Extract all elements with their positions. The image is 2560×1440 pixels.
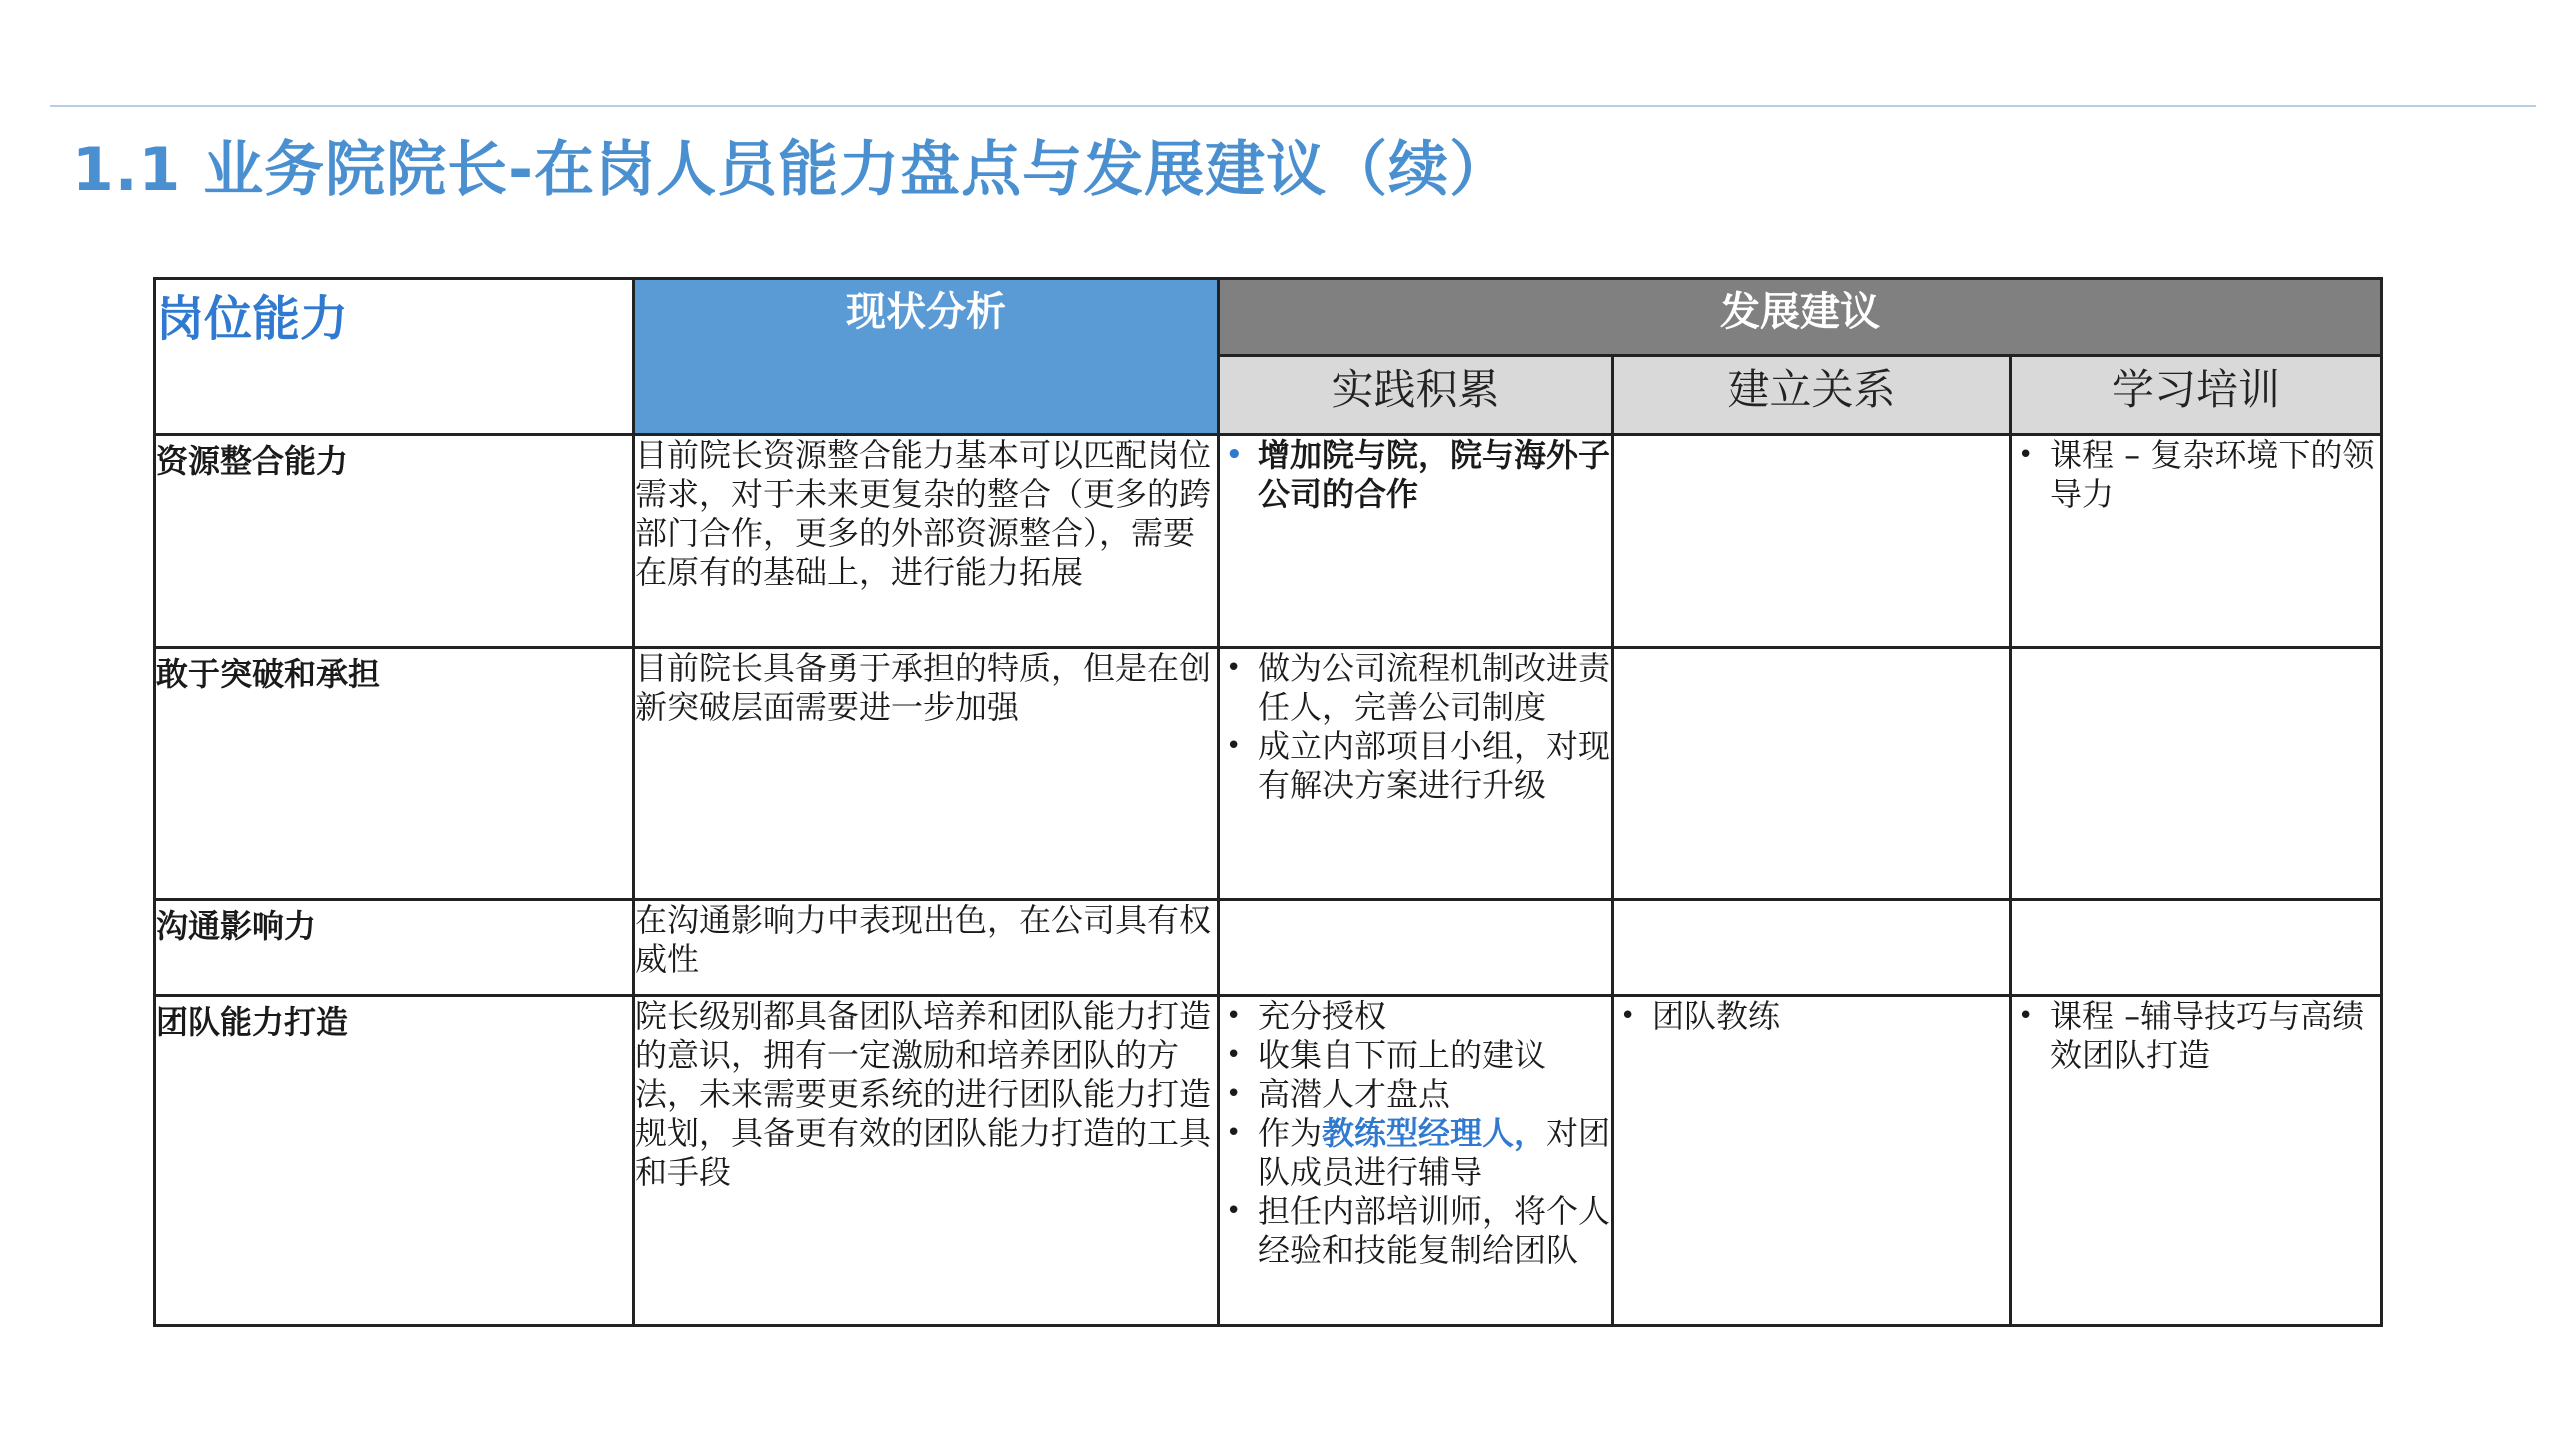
table-row bbox=[155, 996, 2382, 1326]
header-learning: 学习培训 bbox=[2011, 356, 2382, 435]
header-practice: 实践积累 bbox=[1219, 356, 1613, 435]
competency-cell: 敢于突破和承担 bbox=[155, 648, 634, 900]
list-item-text: 担任内部培训师，将个人经验和技能复制给团队 bbox=[1258, 1192, 1611, 1269]
bullet-list bbox=[1220, 997, 1611, 1270]
title-divider bbox=[50, 105, 2536, 107]
relationship-cell bbox=[1613, 648, 2011, 900]
list-item bbox=[1220, 1192, 1611, 1270]
header-relationship: 建立关系 bbox=[1613, 356, 2011, 435]
list-item-text: 做为公司流程机制改进责任人，完善公司制度 bbox=[1258, 649, 1611, 726]
list-item-text-prefix: 作为 bbox=[1258, 1114, 1323, 1152]
header-competency: 岗位能力 bbox=[155, 279, 634, 435]
competency-cell: 资源整合能力 bbox=[155, 435, 634, 648]
bullet-list bbox=[1614, 997, 2009, 1036]
list-item-text: 充分授权 bbox=[1258, 997, 1387, 1035]
list-item-text: 收集自下而上的建议 bbox=[1258, 1036, 1547, 1074]
list-item bbox=[2012, 997, 2380, 1075]
bullet-icon: • bbox=[1226, 1040, 1242, 1070]
header-analysis: 现状分析 bbox=[634, 279, 1219, 435]
bullet-icon: • bbox=[2018, 440, 2034, 470]
bullet-icon: • bbox=[1226, 1118, 1242, 1148]
bullet-icon: • bbox=[1226, 731, 1242, 761]
list-item-text: 增加院与院，院与海外子公司的合作 bbox=[1258, 436, 1611, 513]
list-item bbox=[1614, 997, 2009, 1036]
analysis-cell: 目前院长具备勇于承担的特质，但是在创新突破层面需要进一步加强 bbox=[634, 648, 1219, 900]
list-item bbox=[1220, 436, 1611, 514]
list-item-text: 成立内部项目小组，对现有解决方案进行升级 bbox=[1258, 727, 1611, 804]
relationship-cell bbox=[1613, 900, 2011, 996]
relationship-cell bbox=[1613, 996, 2011, 1326]
highlighted-text: 教练型经理人， bbox=[1322, 1114, 1547, 1152]
list-item-text: 课程 –辅导技巧与高绩效团队打造 bbox=[2050, 997, 2365, 1074]
list-item bbox=[1220, 1036, 1611, 1075]
learning-cell bbox=[2011, 648, 2382, 900]
bullet-icon: • bbox=[1226, 1079, 1242, 1109]
competency-table bbox=[153, 277, 2383, 1327]
practice-cell bbox=[1219, 648, 1613, 900]
page-title: 1.1 业务院院长-在岗人员能力盘点与发展建议（续） bbox=[72, 135, 1511, 205]
relationship-cell bbox=[1613, 435, 2011, 648]
list-item-text: 高潜人才盘点 bbox=[1258, 1075, 1451, 1113]
table-row bbox=[155, 435, 2382, 648]
list-item bbox=[1220, 727, 1611, 805]
bullet-icon: • bbox=[1226, 1001, 1242, 1031]
bullet-list bbox=[1220, 436, 1611, 514]
bullet-list bbox=[2012, 997, 2380, 1075]
learning-cell bbox=[2011, 900, 2382, 996]
learning-cell bbox=[2011, 435, 2382, 648]
bullet-icon: • bbox=[1226, 653, 1242, 683]
practice-cell bbox=[1219, 996, 1613, 1326]
analysis-cell: 在沟通影响力中表现出色，在公司具有权威性 bbox=[634, 900, 1219, 996]
bullet-list bbox=[2012, 436, 2380, 514]
header-development: 发展建议 bbox=[1219, 279, 2382, 356]
competency-cell: 团队能力打造 bbox=[155, 996, 634, 1326]
list-item bbox=[1220, 1075, 1611, 1114]
list-item bbox=[2012, 436, 2380, 514]
learning-cell bbox=[2011, 996, 2382, 1326]
table-row bbox=[155, 648, 2382, 900]
list-item bbox=[1220, 1114, 1611, 1192]
list-item-text: 团队教练 bbox=[1652, 997, 1781, 1035]
practice-cell bbox=[1219, 435, 1613, 648]
bullet-icon: • bbox=[1226, 1196, 1242, 1226]
list-item bbox=[1220, 997, 1611, 1036]
table-row bbox=[155, 900, 2382, 996]
bullet-icon: • bbox=[1620, 1001, 1636, 1031]
list-item-text-suffix: 对团队成员进行辅导 bbox=[1258, 1114, 1611, 1191]
practice-cell bbox=[1219, 900, 1613, 996]
analysis-cell: 院长级别都具备团队培养和团队能力打造的意识，拥有一定激励和培养团队的方法，未来需要更系统的进行团队能力打造规划，具备更有效的团队能力打造的工具和手段 bbox=[634, 996, 1219, 1326]
bullet-list bbox=[1220, 649, 1611, 805]
analysis-cell: 目前院长资源整合能力基本可以匹配岗位需求，对于未来更复杂的整合（更多的跨部门合作，更多的外部资源整合），需要在原有的基础上，进行能力拓展 bbox=[634, 435, 1219, 648]
bullet-icon: • bbox=[1226, 440, 1243, 470]
header-row-top bbox=[155, 279, 2382, 356]
list-item bbox=[1220, 649, 1611, 727]
list-item-text: 课程 – 复杂环境下的领导力 bbox=[2050, 436, 2375, 513]
competency-cell: 沟通影响力 bbox=[155, 900, 634, 996]
bullet-icon: • bbox=[2018, 1001, 2034, 1031]
